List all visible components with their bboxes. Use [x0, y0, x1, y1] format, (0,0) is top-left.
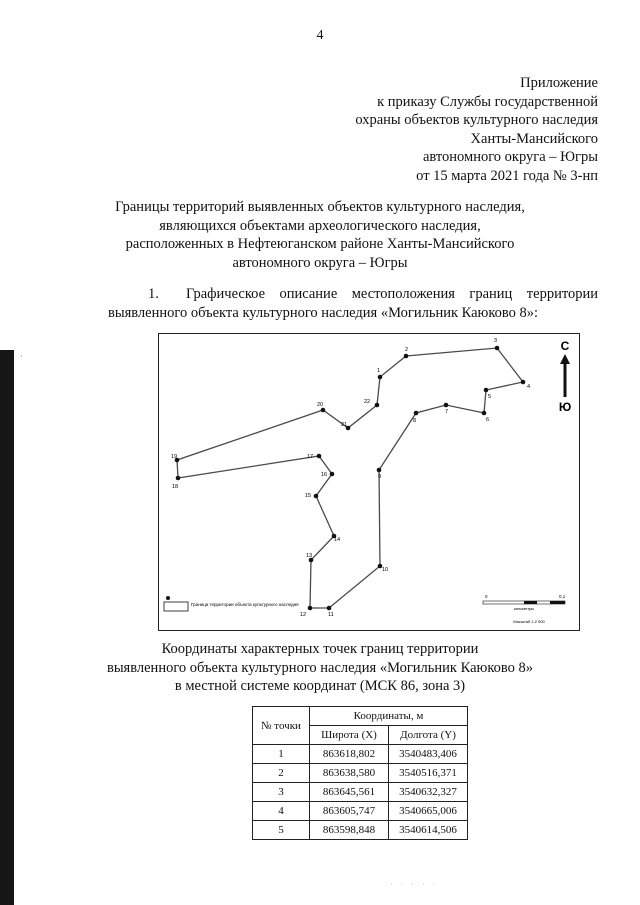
- scale-end: 0,1: [559, 594, 566, 599]
- cell-longitude: 3540632,327: [389, 783, 468, 802]
- boundary-point-15: [314, 494, 319, 499]
- appendix-line: к приказу Службы государственной: [377, 93, 598, 110]
- boundary-point-label: 18: [172, 484, 179, 490]
- table-row: [253, 783, 468, 802]
- section-paragraph: [108, 285, 598, 323]
- boundary-point-label: 16: [321, 472, 328, 478]
- boundary-point-3: [495, 346, 500, 351]
- table-row: [253, 745, 468, 764]
- header-coordinates: Координаты, м: [310, 707, 468, 726]
- scan-noise: · · · · ·: [390, 880, 439, 889]
- header-longitude: Долгота (Y): [389, 726, 468, 745]
- scale-bar: [483, 594, 566, 624]
- boundary-point-2: [404, 354, 409, 359]
- boundary-point-20: [321, 408, 326, 413]
- boundary-point-label: 15: [305, 493, 312, 499]
- appendix-line: Ханты-Мансийского: [470, 130, 598, 147]
- boundary-point-17: [317, 454, 322, 459]
- boundary-map-svg: [159, 334, 579, 630]
- coordinates-title-line: выявленного объекта культурного наследия «Могильник Каюково 8»: [106, 659, 534, 676]
- boundary-map: [158, 333, 580, 631]
- cell-latitude: 863618,802: [310, 745, 389, 764]
- cell-latitude: 863645,561: [310, 783, 389, 802]
- boundary-point-label: 7: [445, 409, 449, 415]
- boundary-point-label: 14: [334, 537, 341, 543]
- cell-longitude: 3540516,371: [389, 764, 468, 783]
- boundary-point-label: 2: [405, 347, 409, 353]
- scale-bar-segment: [524, 601, 537, 604]
- table-row: [253, 821, 468, 840]
- boundary-point-18: [176, 476, 181, 481]
- north-arrow-icon: [560, 354, 570, 364]
- boundary-point-label: 1: [377, 368, 381, 374]
- coordinates-title-line: в местной системе координат (МСК 86, зона 3): [174, 678, 466, 694]
- scale-ratio: Масштаб 1:2 500: [513, 619, 545, 624]
- boundary-point-label: 6: [486, 417, 490, 423]
- scale-units: километры: [513, 606, 535, 611]
- table-header-row: [253, 707, 468, 726]
- document-title: [60, 198, 580, 272]
- scale-start: 0: [485, 594, 488, 599]
- boundary-point-6: [482, 411, 487, 416]
- table-row: [253, 802, 468, 821]
- boundary-point-label: 22: [364, 399, 371, 405]
- scan-edge-bar: [0, 350, 14, 905]
- boundary-point-12: [308, 606, 313, 611]
- page-number: 4: [316, 28, 324, 43]
- appendix-line: охраны объектов культурного наследия: [355, 112, 598, 128]
- boundary-point-label: 4: [527, 384, 531, 390]
- boundary-point-label: 19: [171, 454, 178, 460]
- boundary-point-label: 17: [307, 454, 314, 460]
- scale-bar-segment: [550, 601, 565, 604]
- table-row: [253, 764, 468, 783]
- boundary-point-label: 8: [413, 418, 417, 424]
- boundary-point-label: 21: [341, 422, 348, 428]
- south-label: Ю: [558, 400, 572, 414]
- scan-mark: ·: [20, 352, 23, 361]
- cell-latitude: 863605,747: [310, 802, 389, 821]
- map-legend: [164, 596, 299, 611]
- boundary-point-label: 3: [494, 338, 498, 344]
- title-line: автономного округа – Югры: [232, 254, 408, 271]
- section-text: Графическое описание местоположения границ территории выявленного объекта культурного наследия «Могильник Каюково 8»:: [108, 286, 598, 321]
- cell-point: 5: [253, 821, 310, 840]
- cell-point: 2: [253, 764, 310, 783]
- section-number: 1.: [148, 286, 159, 302]
- coordinates-title: [60, 640, 580, 696]
- cell-longitude: 3540483,406: [389, 745, 468, 764]
- coordinates-table: [252, 706, 468, 840]
- title-line: расположенных в Нефтеюганском районе Ханты-Мансийского: [125, 236, 515, 252]
- north-arrow: [559, 339, 571, 414]
- appendix-line: автономного округа – Югры: [422, 149, 598, 165]
- boundary-point-label: 9: [378, 474, 382, 480]
- boundary-point-7: [444, 403, 449, 408]
- boundary-point-5: [484, 388, 489, 393]
- title-line: Границы территорий выявленных объектов культурного наследия,: [115, 199, 525, 215]
- appendix-line: от 15 марта 2021 года № 3-нп: [416, 167, 598, 184]
- legend-boundary-swatch: [164, 602, 188, 611]
- north-label: С: [560, 339, 570, 353]
- legend-point-icon: [166, 596, 170, 600]
- appendix-line: Приложение: [520, 75, 598, 91]
- cell-point: 4: [253, 802, 310, 821]
- boundary-point-label: 12: [300, 612, 307, 618]
- boundary-point-4: [521, 380, 526, 385]
- boundary-point-label: 10: [382, 567, 389, 573]
- boundary-point-label: 20: [317, 402, 324, 408]
- legend-text: Граница территории объекта культурного наследия: [191, 602, 299, 607]
- coordinates-title-line: Координаты характерных точек границ территории: [161, 641, 479, 657]
- boundary-point-label: 5: [488, 394, 492, 400]
- title-line: являющихся объектами археологического наследия,: [159, 217, 481, 234]
- boundary-point-label: 13: [306, 553, 313, 559]
- north-arrow-shaft: [564, 363, 567, 397]
- cell-longitude: 3540614,506: [389, 821, 468, 840]
- boundary-point-22: [375, 403, 380, 408]
- boundary-point-11: [327, 606, 332, 611]
- boundary-point-16: [330, 472, 335, 477]
- appendix-header: [298, 74, 598, 185]
- header-point-number: № точки: [253, 707, 310, 745]
- boundary-points: [171, 338, 530, 618]
- boundary-point-8: [414, 411, 419, 416]
- boundary-point-9: [377, 468, 382, 473]
- cell-point: 3: [253, 783, 310, 802]
- cell-latitude: 863638,580: [310, 764, 389, 783]
- cell-longitude: 3540665,006: [389, 802, 468, 821]
- boundary-point-1: [378, 375, 383, 380]
- cell-point: 1: [253, 745, 310, 764]
- boundary-point-label: 11: [328, 612, 334, 618]
- header-latitude: Широта (X): [310, 726, 389, 745]
- cell-latitude: 863598,848: [310, 821, 389, 840]
- boundary-line: [177, 348, 523, 608]
